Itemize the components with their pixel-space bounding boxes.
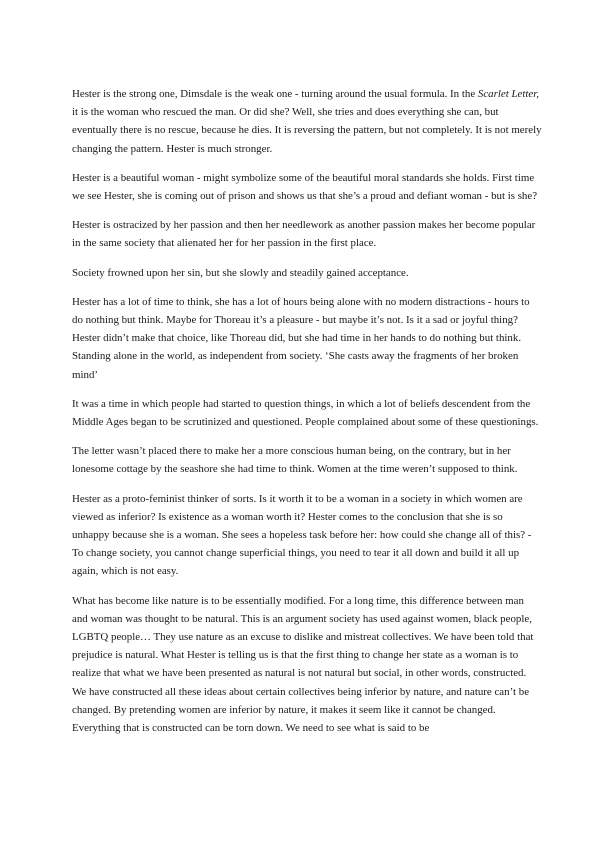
paragraph-1-text-start: Hester is the strong one, Dimsdale is the weak one - turning around the usual formula. In the [72, 88, 478, 100]
book-title-italic: Scarlet Letter, [477, 88, 539, 100]
paragraph-5: Hester has a lot of time to think, she has a lot of hours being alone with no modern distractions - hours to do nothing but think. Maybe for Thoreau it’s a pleasure - but maybe it’s not. Is it a sad or joyful thing? Hester didn’t make that choice, like Thoreau did, but she had time in her hands to do nothing but think. Standing alone in the world, as independent from society. ‘She casts away the fragments of her broken mind’ [72, 295, 530, 381]
paragraph-9: What has become like nature is to be essentially modified. For a long time, this difference between man and woman was thought to be natural. This is an argument society has used against women, black people, LGBTQ people… They use nature as an excuse to dislike and mistreat collectives. We have been told that prejudice is natural. What Hester is telling us is that the first thing to change her state as a woman is to realize that what we have been presented as natural is not natural but social, in other words, constructed. We have constructed all these ideas about certain collectives being inferior by nature, and nature can’t be changed. By pretending women are inferior by nature, it makes it seem like it cannot be changed. Everything that is constructed can be torn down. We need to see what is said to be [72, 594, 534, 735]
document-body [72, 85, 542, 748]
paragraph-3: Hester is ostracized by her passion and then her needlework as another passion makes her become popular in the same society that alienated her for her passion in the first place. [72, 219, 536, 250]
paragraph-2: Hester is a beautiful woman - might symbolize some of the beautiful moral standards she holds. First time we see Hester, she is coming out of prison and shows us that she’s a proud and defiant woman - but is she? [72, 171, 538, 203]
paragraph-8: Hester as a proto-feminist thinker of sorts. Is it worth it to be a woman in a society in which women are viewed as inferior? Is existence as a woman worth it? Hester comes to the conclusion that she is so unhappy because she is a woman. She sees a hopeless task before her: how could she change all of this? - To change society, you cannot change superficial things, you need to tear it all down and build it all up again, which is not easy. [72, 492, 532, 578]
paragraph-7: The letter wasn’t placed there to make her a more conscious human being, on the contrary, but in her lonesome cottage by the seashore she had time to think. Women at the time weren’t supposed to think. [72, 445, 518, 476]
paragraph-1 [72, 85, 542, 158]
paragraph-1-text-end: it is the woman who rescued the man. Or did she? Well, she tries and does everything she can, but eventually there is no rescue, because he dies. It is reversing the pattern, but not completely. It is not merely changing the pattern. Hester is much stronger. [72, 106, 542, 155]
paragraph-6: It was a time in which people had started to question things, in which a lot of beliefs descendent from the Middle Ages began to be scrutinized and questioned. People complained about some of these questionings. [72, 397, 539, 429]
paragraph-4: Society frowned upon her sin, but she slowly and steadily gained acceptance. [72, 266, 409, 279]
